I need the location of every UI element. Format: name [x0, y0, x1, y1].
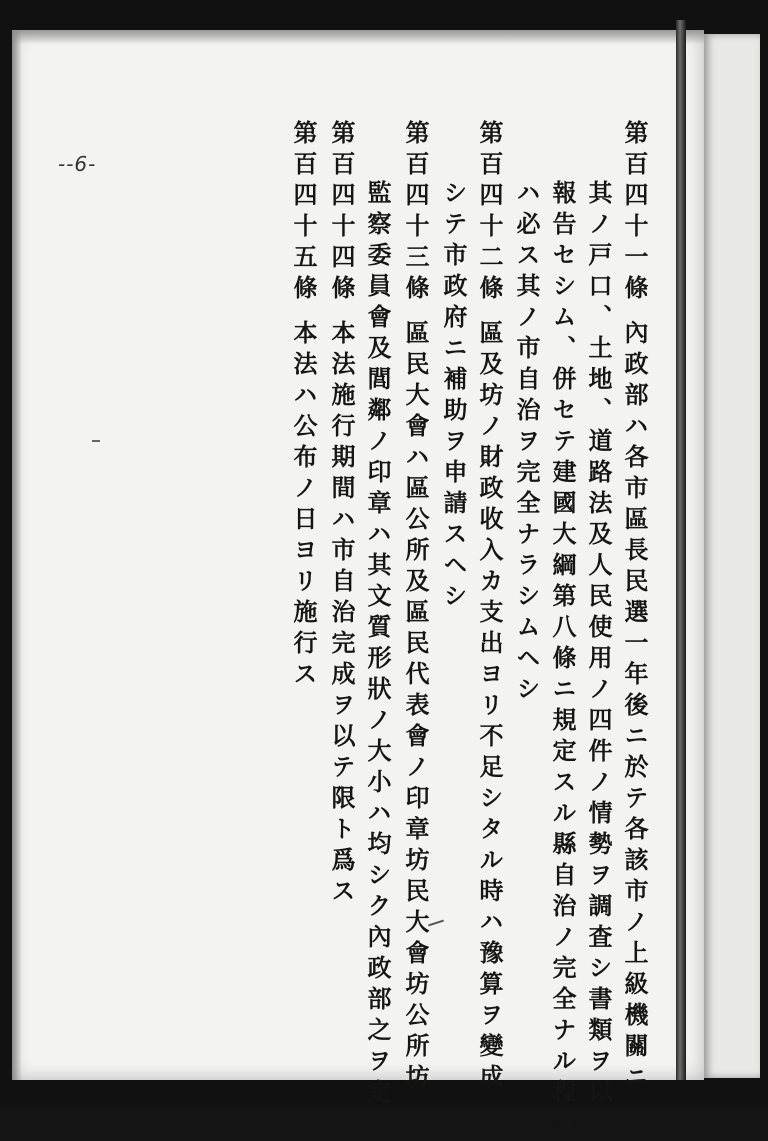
text-column — [438, 180, 468, 614]
text-column — [619, 120, 649, 1095]
text-column — [474, 120, 504, 1095]
stray-mark — [92, 440, 100, 442]
text-column — [326, 120, 356, 909]
text-column — [511, 180, 541, 707]
article-text: 報告セシム、併セテ建國大綱第八條ニ規定スル縣自治ノ完全ナル程度 — [548, 180, 577, 1141]
article-heading: 第百四十三條 — [401, 120, 430, 306]
article-text: シテ市政府ニ補助ヲ申請スヘシ — [439, 180, 468, 614]
article-heading: 第百四十五條 — [289, 120, 318, 306]
article-heading: 第百四十一條 — [620, 120, 649, 306]
article-text: 區民大會ハ區公所及區民代表會ノ印章坊民大會坊公所坊 — [401, 320, 430, 1095]
article-text: 本法施行期間ハ市自治完成ヲ以テ限ト爲ス — [327, 320, 356, 909]
article-text: ハ必ス其ノ市自治ヲ完全ナラシムヘシ — [512, 180, 541, 707]
text-column — [362, 180, 392, 1141]
article-text: 本法ハ公布ノ日ヨリ施行ス — [289, 320, 318, 692]
text-column — [547, 180, 577, 1141]
page-number: --6- — [58, 152, 97, 176]
article-text: 監察委員會及閭鄰ノ印章ハ其文質形狀ノ大小ハ均シク內政部之ヲ定ム — [363, 180, 392, 1141]
text-column — [288, 120, 318, 692]
article-heading: 第百四十四條 — [327, 120, 356, 306]
article-text: 區及坊ノ財政收入カ支出ヨリ不足シタル時ハ豫算ヲ變成 — [475, 320, 504, 1095]
article-text: 內政部ハ各市區長民選一年後ニ於テ各該市ノ上級機關ニ — [620, 320, 649, 1095]
article-text: 其ノ戸口、土地、道路法及人民使用ノ四件ノ情勢ヲ調査シ書類ヲ以テ — [584, 180, 613, 1141]
text-column — [400, 120, 430, 1095]
bleed-through-text — [736, 230, 762, 950]
book-gutter — [676, 20, 686, 1080]
text-column — [583, 180, 613, 1141]
article-heading: 第百四十二條 — [475, 120, 504, 306]
